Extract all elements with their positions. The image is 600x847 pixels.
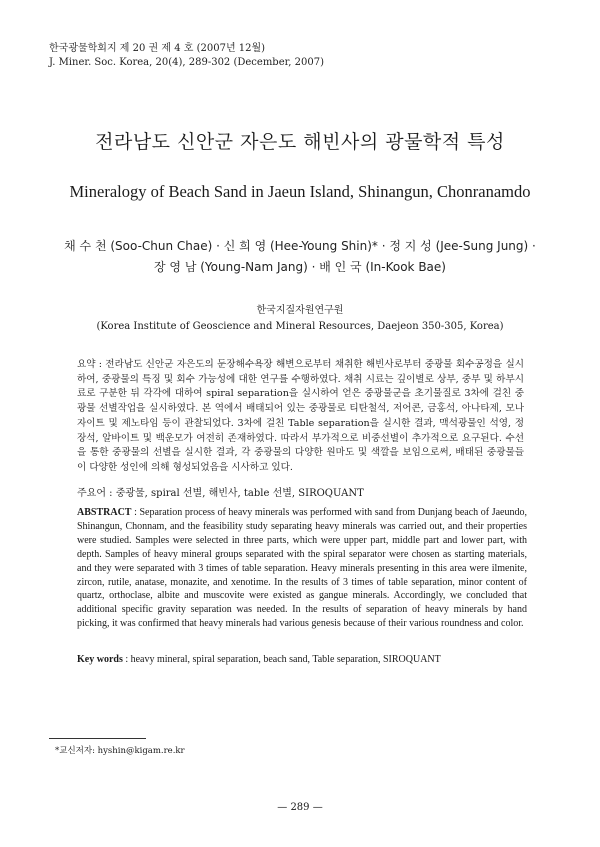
affiliation [0, 303, 600, 335]
corresponding-author-footnote: *교신저자: hyshin@kigam.re.kr [55, 746, 185, 756]
journal-header [49, 42, 324, 70]
keywords-korean: 주요어 : 중광물, spiral 선별, 해빈사, table 선별, SIROQUANT [77, 488, 364, 499]
abstract-english-text: : Separation process of heavy minerals was performed with sand from Dunjang beach of Jaeundo, Shinangun, Chonnam, and the feasibility study separating heavy minerals was carried out, and their properties were studied. Samples were selected in three parts, which were upper part, middle part and lower part, with depth. Samples of heavy mineral groups separated with the spiral separator were chosen as starting materials, and they were separated with 3 times of table separation. Heavy minerals presenting in this area were ilmenite, zircon, rutile, anatase, monazite, and xenotime. In the results of 3 times of table separation, minor content of quartz, orthoclase, albite and muscovite were existed as gangue minerals. Accordingly, we concluded that additional specific gravity separation was needed. In the results of separation of heavy minerals by hand picking, it was confirmed that heavy minerals had various genesis because of their various roundness and color. [77, 507, 527, 630]
abstract-label: ABSTRACT [77, 507, 132, 518]
abstract-korean: 요약 : 전라남도 신안군 자은도의 둔장해수욕장 해변으로부터 채취한 해빈사로부터 중광물 회수공정을 실시하여, 중광물의 특징 및 회수 가능성에 대한 연구를 수행하였다. 채취 시료는 깊이별로 상부, 중부 및 하부시료로 구분한 뒤 각각에 대하여 spiral separation을 실시하여 얻은 중광물군을 초기물질로 3차에 걸친 중광물 선별작업을 실시하였다. 본 역에서 배태되어 있는 중광물로 티탄철석, 저어콘, 금홍석, 아나타제, 모나자이트 및 제노타임 등이 관찰되었다. 3차에 걸친 Table separation을 실시한 결과, 맥석광물인 석영, 정장석, 알바이트 및 백운모가 여전히 존재하였다. 따라서 부가적으로 비중선별이 추가적으로 요구된다. 수선을 통한 중광물의 선별을 실시한 결과, 각 중광물의 다양한 원마도 및 색깔을 보임으로써, 배태된 중광물들이 다양한 성인에 의해 형성되었음을 시사하고 있다. [77, 359, 524, 473]
journal-citation-english: J. Miner. Soc. Korea, 20(4), 289-302 (December, 2007) [49, 57, 325, 68]
page-number: — 289 — [277, 802, 323, 813]
affiliation-korean: 한국지질자원연구원 [256, 305, 344, 316]
footnote-divider [49, 738, 146, 739]
title-korean: 전라남도 신안군 자은도 해빈사의 광물학적 특성 [95, 131, 505, 153]
keywords-english-text: : heavy mineral, spiral separation, beach sand, Table separation, SIROQUANT [122, 654, 441, 665]
author-list [0, 236, 600, 278]
keywords-label: Key words [77, 654, 123, 665]
affiliation-english: (Korea Institute of Geoscience and Mineral Resources, Daejeon 350-305, Korea) [96, 321, 504, 332]
keywords-english [77, 654, 527, 665]
author-line-2: 장 영 남 (Young-Nam Jang) · 배 인 국 (In-Kook Bae) [154, 260, 446, 274]
title-english: Mineralogy of Beach Sand in Jaeun Island, Shinangun, Chonranamdo [69, 182, 531, 201]
abstract-english [77, 506, 527, 631]
author-line-1: 채 수 천 (Soo-Chun Chae) · 신 희 영 (Hee-Young Shin)* · 정 지 성 (Jee-Sung Jung) · [64, 239, 536, 253]
journal-citation-korean: 한국광물학회지 제 20 권 제 4 호 (2007년 12월) [49, 43, 266, 54]
